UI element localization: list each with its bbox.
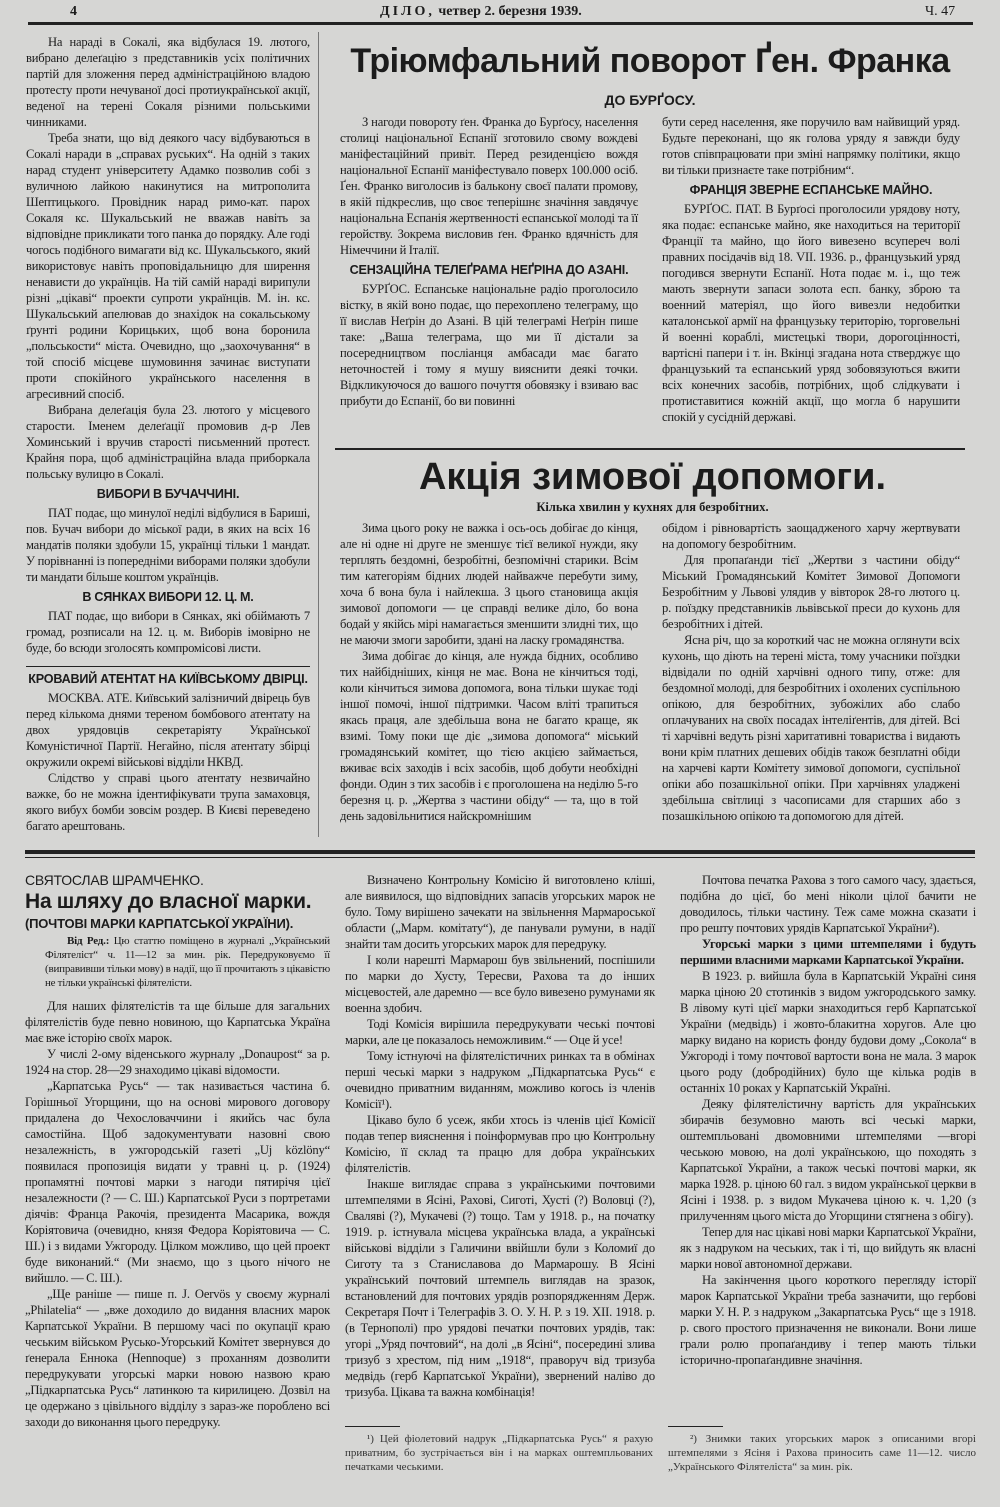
syanky-text: ПАТ подає, що вибори в Сянках, які обіймають 7 громад, розписали на 12. ц. м. Виборів імовірно не буде, бо всюди зголосять компромісові листи. <box>26 609 310 655</box>
winter-paragraph: Для пропаґанди тієї „Жертви з частини обіду“ Міський Громадянський Комітет Зимової Допомоги Безробітним у Львові улядив у вівторок 28-го лютого ц. р. поїздку представників львівської преси до кухонь для безробітних і дітей. <box>662 553 960 631</box>
thick-rule <box>25 850 975 854</box>
syanky-heading: В СЯНКАХ ВИБОРИ 12. Ц. М. <box>82 590 254 604</box>
winter-paragraph: Зима добігає до кінця, але нужда бідних, особливо тих найбідніших, кінця не має. Вона не кінчиться тоді, коли кінчиться зимова допомога, вона тільки шукає тоді іншої помочі, іншої підтримки. Часом вліті трапиться якась праця, але здебільша вона не багато краще, як взимі. Тому поки ще діє „зимова допомога“ міський громадянський комітет, що тією акцією займається, вживає всіх заходів і всіх засобів, щоб добути необхідні фонди. Один з тих засобів і є проголошена на неділю 5-го березня ц. р. „Жертва з частини обіду“ — та, що в той день задовільнитися найскромнішим <box>340 649 638 823</box>
stamps-paragraph: І коли нарешті Мармарош був звільнений, поспішили по марки до Хусту, Тересви, Рахова та до інших місцевостей, але даремно — все було вивезено румунами як военна здобич. <box>345 953 655 1015</box>
winter-column-1 <box>340 520 638 824</box>
negrin-heading: СЕНЗАЦІЙНА ТЕЛЕҐРАМА НЕҐРІНА ДО АЗАНІ. <box>349 263 629 277</box>
footnote-2 <box>668 1432 976 1474</box>
stamps-paragraph: Визначено Контрольну Комісію й виготовлено кліші, але виявилося, що відповідних запасів угорських марок не було. Тому вирішено зачекати на звільнення Мармароської области („Марм. комітату“), де панували румуни, в надії знайти там досить угорських марок для передруку. <box>345 873 655 951</box>
footnote-rule <box>345 1426 400 1427</box>
stamps-paragraph: У числі 2-ому віденського журналу „Donaupost“ за р. 1924 на стор. 28—29 знаходимо цікаві відомости. <box>25 1047 330 1077</box>
footnote-1 <box>345 1432 653 1474</box>
winter-paragraph: обідом і рівновартість заощадженого харчу жертвувати на допомогу безробітним. <box>662 521 960 551</box>
winter-paragraph: Ясна річ, що за короткий час не можна оглянути всіх кухонь, що діють на терені міста, тому учасники поїздки відвідали по одній харчівні одного типу, отже: для бездомної молоді, для безробітних і охолених суспільною опікою, для безробітних, зубожілих або слабо оплачуваних на своїх посадах інтеліґентів, для дітей. Всі ті харчівні ведуть різні харитативні товариства і видають вони крім платних дешевих обідів також безплатні обіди на харчеві карти Комітету зимової допомоги, суспільної опіки або позашкільної опіки. При харчівнях уладжені здебільша світлиці з часописами для старших або з позашкільною опікою та допомогою для дітей. <box>662 633 960 823</box>
sokal-paragraph: Треба знати, що від деякого часу відбуваються в Сокалі наради в „справах руських“. На одній з таких нарад студент університету Адамко позволив собі з вуличною лайкою накинутися на митрополита Шептицького. Провідник нарад римо-кат. парох Сокаля кс. Шукальський не вважав навіть за відповідне прикликати того панка до порядку. Але годі чогось подібного вимагати від кс. Шукальського, який використовує навіть проповідальницю для ширення ненависти до українців. На тій самій нараді вирипули різні „цікаві“ проекти супроти українців. М. ін. кс. Шукальський апелював до знахідок на сокальському ґрунті родини Корицьких, щоб вона боронила „польськости“ міста. Очевидно, що „заохочування“ в той спосіб місцеве шумовиння зачинає виступати проти спокійного українського населення в агресивний спосіб. <box>26 131 310 401</box>
stamps-column-1 <box>25 872 330 1430</box>
franco-headline-text: Тріюмфальний поворот Ґен. Франка <box>350 42 950 80</box>
stamps-paragraph: Почтова печатка Рахова з того самого часу, здається, подібна до цієї, бо мені ніколи цілої бачити не доводилось, тільки частину. Теж саме можна сказати і про решту почтових урядів Карпатської України²). <box>680 873 976 935</box>
winter-paragraph: Зима цього року не важка і ось-ось добігає до кінця, але ні одне ні друге не зменшує тієї великої нужди, яку терплять бездомні, безробітні, безпомічні старики. Всім тим категоріям бідних людей найважче перебути зиму, хоча б вона була і найлекша. З цього становища акція зимової допомоги — це справді велике діло, бо вона бодай у якійсь мірі намагається зменшити злидні тих, що не маючи змоги заробити, здані на ласку громадянства. <box>340 521 638 647</box>
stamps-subtitle: (ПОЧТОВІ МАРКИ КАРПАТСЬКОЇ УКРАЇНИ). <box>25 916 294 931</box>
negrin-continued: бути серед населення, яке поручило вам найвищий уряд. Будьте переконані, що як голова уряду я завжди буду готов співпрацювати при зміні напрямку політики, якщо ви тільки признаєте таке потрібним“. <box>662 115 960 177</box>
editor-note <box>45 934 330 990</box>
stamps-title-text: На шляху до власної марки. <box>25 890 312 913</box>
stamps-paragraph: Тоді Комісія вирішила передрукувати чеські почтові марки, але це показалось неможливим.“ — Оце й усе! <box>345 1017 655 1047</box>
franco-column-1 <box>340 114 638 409</box>
franco-headline <box>335 38 965 84</box>
kyiv-paragraph: Слідство у справі цього атентату незвичайно важке, бо не можна ідентифікувати трупа замаховця, якого вибух бомби зовсім роздер. В Києві переведено багато арештовань. <box>26 771 310 833</box>
editor-label: Від Ред.: <box>67 935 110 947</box>
buchach-heading: ВИБОРИ В БУЧАЧЧИНІ. <box>96 487 240 501</box>
thin-rule <box>25 857 975 858</box>
sokal-paragraph: Вибрана делеґація була 23. лютого у місцевого старости. Іменем делеґації промовив д-р Лев Хоминський і вручив старості письменний протест. Крайня пора, щоб адміністраційна влада приборкала польську вулицю в Сокалі. <box>26 403 310 481</box>
franco-column-2 <box>662 114 960 425</box>
france-text: БУРҐОС. ПАТ. В Бурґосі проголосили урядову ноту, яка подає: еспанське майно, яке находиться на території Франції та майно, що його вивезено всупереч волі правних посідачів від 18. VII. 1936. р., французький уряд погодився звернути Еспанії. Нота подає м. і., що теж мають звернути запаси золота есп. банку, зброю та военний матеріял, що його вивезли недобитки каталонської армії на французьку територію, торговельні й военні кораблі, мистецькі твори, дорогоцінності, вартісні папери і т. ін. Вкінці згадана нота стверджує що французький та еспанський уряд зобовязуються вжити всіх конечних засобів, потрібних, щоб слідкувати і протиставитися кожній акції, що могла б нарушити спокій у сусідній державі. <box>662 202 960 424</box>
header-rule <box>28 22 973 25</box>
france-heading: ФРАНЦІЯ ЗВЕРНЕ ЕСПАНСЬКЕ МАЙНО. <box>689 183 933 197</box>
left-column <box>26 34 310 834</box>
kyiv-paragraph: МОСКВА. АТЕ. Київський залізничий двірець був перед кількома днями тереном бомбового атентату на двох урядовців секретаріяту Української Комуністичної Партії. Негайно, після атентату збірці окружили окремі військові відділи НКВД. <box>26 691 310 769</box>
stamps-paragraph: На закінчення цього короткого перегляду історії марок Карпатської України треба зазначити, що гербові марки У. Н. Р. з надруком „Закарпатська Русь“ ще з 1918. р. свого простого призначення не виконали. Вони лише грали ролю пропаґандиву і тепер мають тільки історично-пропаґандивне значіння. <box>680 1273 976 1367</box>
stamps-bold-paragraph: Угорські марки з цими штемпелями і будуть першими власними марками Карпатської України. <box>680 937 976 967</box>
stamps-column-3 <box>680 872 976 1368</box>
stamps-paragraph: Для наших філятелістів та ще більше для загальних філятелістів буде певно новиною, що Карпатська Україна має вже історію своїх марок. <box>25 999 330 1045</box>
sokal-paragraph: На нараді в Сокалі, яка відбулася 19. лютого, вибрано делеґацію з представників усіх політичних партій для зложення перед адміністраційною владою протесту проти нечуваної досі протиукраїнської акції, веденої на терені Сокаля різними польськими чинниками. <box>26 35 310 129</box>
stamps-paragraph: В 1923. р. вийшла була в Карпатській Україні синя марка ціною 20 стотинків з видом ужгородського замку. В лівому куті цієї марки знаходиться герб Карпатської України (медвідь) і жовто-блакитна хоругов. Але цю марку видано на користь фонду будови дому „Сокола“ в Ужгороді і тому почтової вартости вона не мала. З марок цього роду (добродійних) було ще кілька родів в останніх 10 роках у Карпатській Україні. <box>680 969 976 1095</box>
winter-headline-text: Акція зимової допомоги. <box>418 456 887 498</box>
winter-column-2 <box>662 520 960 824</box>
editor-note-text: Цю статтю поміщено в журналі „Український Філятеліст“ ч. 11—12 за мин. рік. Передруковуємо її (виправивши тільки мову) в надії, що її прочитають з цікавістю не тільки українські філятелісти. <box>45 935 330 989</box>
stamps-paragraph: Тепер для нас цікаві нові марки Карпатської України, як з надруком на чеських, так і ті, що вийдуть як власні марки нової автономної держави. <box>680 1225 977 1271</box>
stamps-column-2 <box>345 872 655 1400</box>
issue-number: Ч. 47 <box>925 4 956 19</box>
column-rule <box>318 32 319 837</box>
winter-headline <box>340 454 965 500</box>
stamps-title <box>25 888 330 916</box>
kyiv-heading: КРОВАВИЙ АТЕНТАТ НА КИЇВСЬКОМУ ДВІРЦІ. <box>28 672 308 686</box>
newspaper-name: ДІЛО, <box>380 4 435 19</box>
footnote-2-text: ²) Знимки таких угорських марок з описаними вгорі штемпелями з Ясіня і Рахова приносить саме 11—12. число „Українського Філятеліста“ за мин. рік. <box>668 1433 976 1473</box>
stamps-paragraph: Деяку філятелістичну вартість для українських збирачів безумовно мають всі чеські марки, оштемпльовані двомовними штемпелями —вгорі чеською мовою, на долі українською, що походять з Карпатської України, а також чеські почтові марки, як марка 1928. р. ціною 60 гал. з видом української церкви в Ясіні і 1938. р. з видом Мукачева ціною к. ч. 1,20 (з прилученням цього міста до Угорщини стягнена з обігу). <box>680 1097 976 1223</box>
section-divider <box>26 666 310 667</box>
stamps-paragraph: Інакше виглядає справа з українськими почтовими штемпелями в Ясіні, Рахові, Сиготі, Хусті (?) Воловці (?), Сваляві (?), Мукачеві (?) тощо. Там у 1918. р., на початку 1919. р. істнувала місцева українська влада, а українські військові відділи з Галичини ввійшли були з Коломиї до Сиготу та з Станиславова до Мармарошу. В Ясіні український почтовий штемпель виглядав на зразок, встановлений для почтових урядів розпорядженням Держ. Секретаря Почт і Телеграфів З. О. У. Н. Р. з 19. ХІІ. 1918. р. (в Тернополі) про урядові печатки почтових урядів, так: угорі „Уряд почтовий“, на долі „в Ясіні“, посередині злива тризуб з хрестом, під ним „1918“, праворуч від тризуба медвідь (герб Карпатської України), звернений наліво до тризуба. Цікава та важна комбінація! <box>345 1177 655 1399</box>
stamps-paragraph: Цікаво було б усеж, якби хтось із членів цієї Комісії подав тепер вияснення і поінформував про цю Контрольну Комісію, її склад та працю для добра українських філятелістів. <box>345 1113 655 1175</box>
stamps-paragraph: „Ще раніше — пише п. J. Oervös у своєму журналі „Philatelia“ — „вже доходило до видання власних марок Карпатської України. В першому часі по окупації краю чеським військом Русько-Угорський Комітет звернувся до ґенерала Еннока (Hennoque) з проханням дозволити передрукувати угорські марки новою назвою краю „Підкарпатська Русь“ латинкою та кирилицею. Дозвіл на це одержано з цівільного відділу з зараз-же пороблено всі заходи до виконання цього передруку. <box>25 1287 330 1429</box>
franco-subhead: ДО БУРҐОСУ. <box>604 92 696 108</box>
section-divider <box>335 448 965 450</box>
winter-subhead: Кілька хвилин у кухнях для безробітних. <box>536 500 769 514</box>
footnote-1-text: ¹) Цей фіолетовий надрук „Підкарпатська Русь“ я рахую приватним, бо зустрічається він і на марках оштемпльованих печатками чеськими. <box>345 1433 653 1473</box>
negrin-text: БУРҐОС. Еспанське національне радіо проголосило вістку, в якій воно подає, що перехоплено телеграму, що її вислав Неґрін до Азані. В цій телеграмі Неґрін пише таке: „Ваша телеграма, що ми її дістали за посередництвом посліанця амбасади має багато неточностей і тому я мушу вияснити деякі точки. Відкликуючося до вашого почуття обовязку і взиваю вас прибути до Еспанії, бо ви повинні <box>340 282 638 408</box>
issue-date: четвер 2. березня 1939. <box>438 4 582 19</box>
stamps-author: СВЯТОСЛАВ ШРАМЧЕНКО. <box>25 872 204 888</box>
page-number: 4 <box>70 4 77 19</box>
masthead <box>380 4 582 20</box>
buchach-text: ПАТ подає, що минулої неділі відбулися в Бариші, пов. Бучач вибори до міської ради, в яких на всіх 16 мандатів поляки здобули 15, українці тільки 1 мандат. У порівнанні із попередніми виборами поляки здобули ти мандати більше коштом українців. <box>26 506 310 584</box>
franco-text: З нагоди повороту ґен. Франка до Бурґосу, населення столиці національної Еспанії зготовило свому вождеві маніфестаційний привіт. Перед резиденцією вождя національної Еспанії маніфестувало поверх 100.000 осіб. Ґен. Франко виголосив із балькону своєї палати промову, в якій підкреслив, що своє теперішнє значіння завдячує національна Еспанія жертвенності еспанської молоді та її геройству. Зокрема висловив ґен. Франко вдячність для Німеччини й Італії. <box>340 115 638 257</box>
stamps-paragraph: „Карпатська Русь“ — так називається частина б. Горішньої Угорщини, що на основі мирового договору придалена до Чехословаччини і якийсь час була самостійна. Щоб задокументувати назовні свою незалежність, в ужгородській газеті „Uj közlöny“ появилася пропозиція видати у травні ц. р. (1924) пропамятні почтові марки з нагоди пятирічя цієї незалежности (? — С. Ш.) Карпатської Руси з портретами діячів: Франца Ракочія, президента Масарика, вождя Коріятовича (очевидно, князя Федора Коріятовича — С. Ш.) і з видами Ужгороду. Цілком можливо, що цей проект буде виконаний.“ (Ми знаємо, що з цього нічого не вийшло. — С. Ш.). <box>25 1079 330 1285</box>
stamps-paragraph: Тому істнуючі на філятелістичних ринках та в обмінах перші чеські марки з надруком „Підкарпатська Русь“ є очевидно приватним виданням, можливо когось із членів Комісії¹). <box>345 1049 655 1111</box>
footnote-rule <box>668 1426 723 1427</box>
